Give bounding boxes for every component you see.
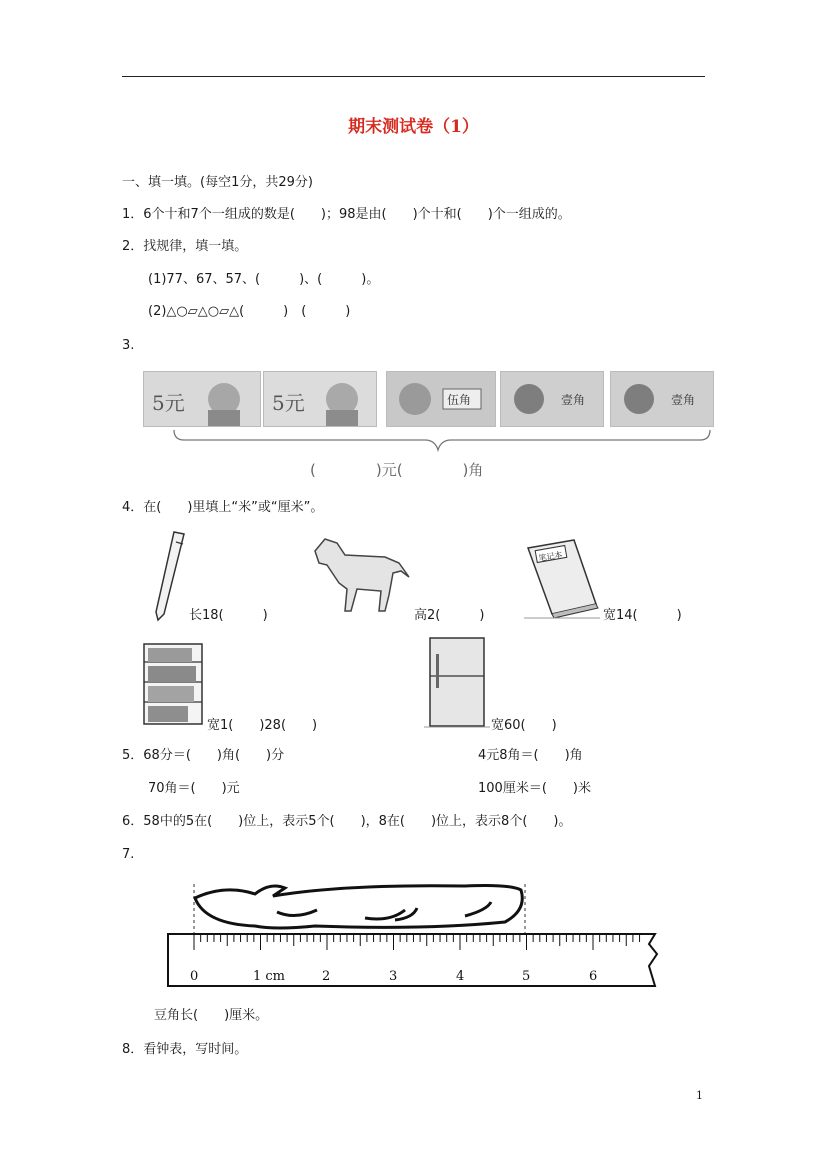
- banknote-image: [387, 372, 495, 426]
- question-5-2b: 100厘米＝( )米: [478, 781, 591, 796]
- question-5-1a: 5．68分＝( )角( )分: [122, 748, 285, 763]
- ruler-label-3: 3: [389, 969, 398, 984]
- banknote-image: [501, 372, 603, 426]
- notebook-measure: 宽14( ): [603, 608, 682, 623]
- question-4: 4．在( )里填上“米”或“厘米”。: [122, 500, 324, 515]
- question-2: 2．找规律，填一填。: [122, 239, 248, 254]
- question-1: 1．6个十和7个一组成的数是( )；98是由( )个十和( )个一组成的。: [122, 207, 571, 222]
- horse-icon: [305, 533, 413, 619]
- page-number: 1: [696, 1089, 703, 1102]
- banknote-label: 5元: [272, 391, 305, 415]
- banknote-label: 壹角: [671, 393, 696, 407]
- bean-icon: [195, 886, 522, 929]
- ruler-label-6: 6: [589, 969, 598, 984]
- ruler-label-0: 0: [190, 969, 199, 984]
- banknote-5yuan-1: [143, 371, 261, 427]
- question-5-1b: 4元8角＝( )角: [478, 748, 583, 763]
- question-3: 3.: [122, 338, 135, 353]
- banknote-label: 壹角: [561, 393, 586, 407]
- question-6: 6．58中的5在( )位上，表示5个( )，8在( )位上，表示8个( )。: [122, 814, 572, 829]
- bookshelf-measure: 宽1( )28( ): [207, 718, 318, 733]
- page-title: 期末测试卷（1）: [348, 117, 479, 137]
- ruler-icon: [168, 934, 657, 986]
- banknote-image: [264, 372, 376, 426]
- banknote-5jiao: [386, 371, 496, 427]
- banknote-5yuan-2: [263, 371, 377, 427]
- banknote-image: [611, 372, 713, 426]
- question-7-answer: 豆角长( )厘米。: [154, 1008, 269, 1023]
- question-3-answer: ( )元( )角: [310, 461, 484, 479]
- ruler-label-5: 5: [522, 969, 531, 984]
- fridge-measure: 宽60( ): [491, 718, 557, 733]
- banknote-label: 5元: [152, 391, 185, 415]
- question-2-1: (1)77、67、57、( )、( )。: [148, 272, 380, 287]
- question-7: 7.: [122, 847, 135, 862]
- question-5-2a: 70角＝( )元: [148, 781, 240, 796]
- horse-measure: 高2( ): [414, 608, 485, 623]
- fridge-icon: [424, 636, 490, 730]
- ruler-label-2: 2: [322, 969, 331, 984]
- brace-icon: [170, 428, 715, 452]
- banknote-1jiao-1: [500, 371, 604, 427]
- bookshelf-icon: [140, 640, 206, 728]
- ruler-label-4: 4: [456, 969, 465, 984]
- banknote-1jiao-2: [610, 371, 714, 427]
- section-heading: 一、填一填。(每空1分，共29分): [122, 175, 313, 190]
- ruler-label-1: 1 cm: [253, 969, 286, 984]
- question-2-2: (2)△○▱△○▱△( ) ( ): [148, 304, 351, 319]
- notebook-cover-label: 笔记本: [537, 550, 564, 564]
- header-rule: [122, 76, 705, 77]
- notebook-icon: [524, 538, 604, 620]
- banknote-label: 伍角: [447, 393, 472, 407]
- banknote-image: [144, 372, 260, 426]
- pen-measure: 长18( ): [189, 608, 268, 623]
- bean-ruler-figure: [165, 874, 665, 989]
- question-8: 8．看钟表，写时间。: [122, 1042, 248, 1057]
